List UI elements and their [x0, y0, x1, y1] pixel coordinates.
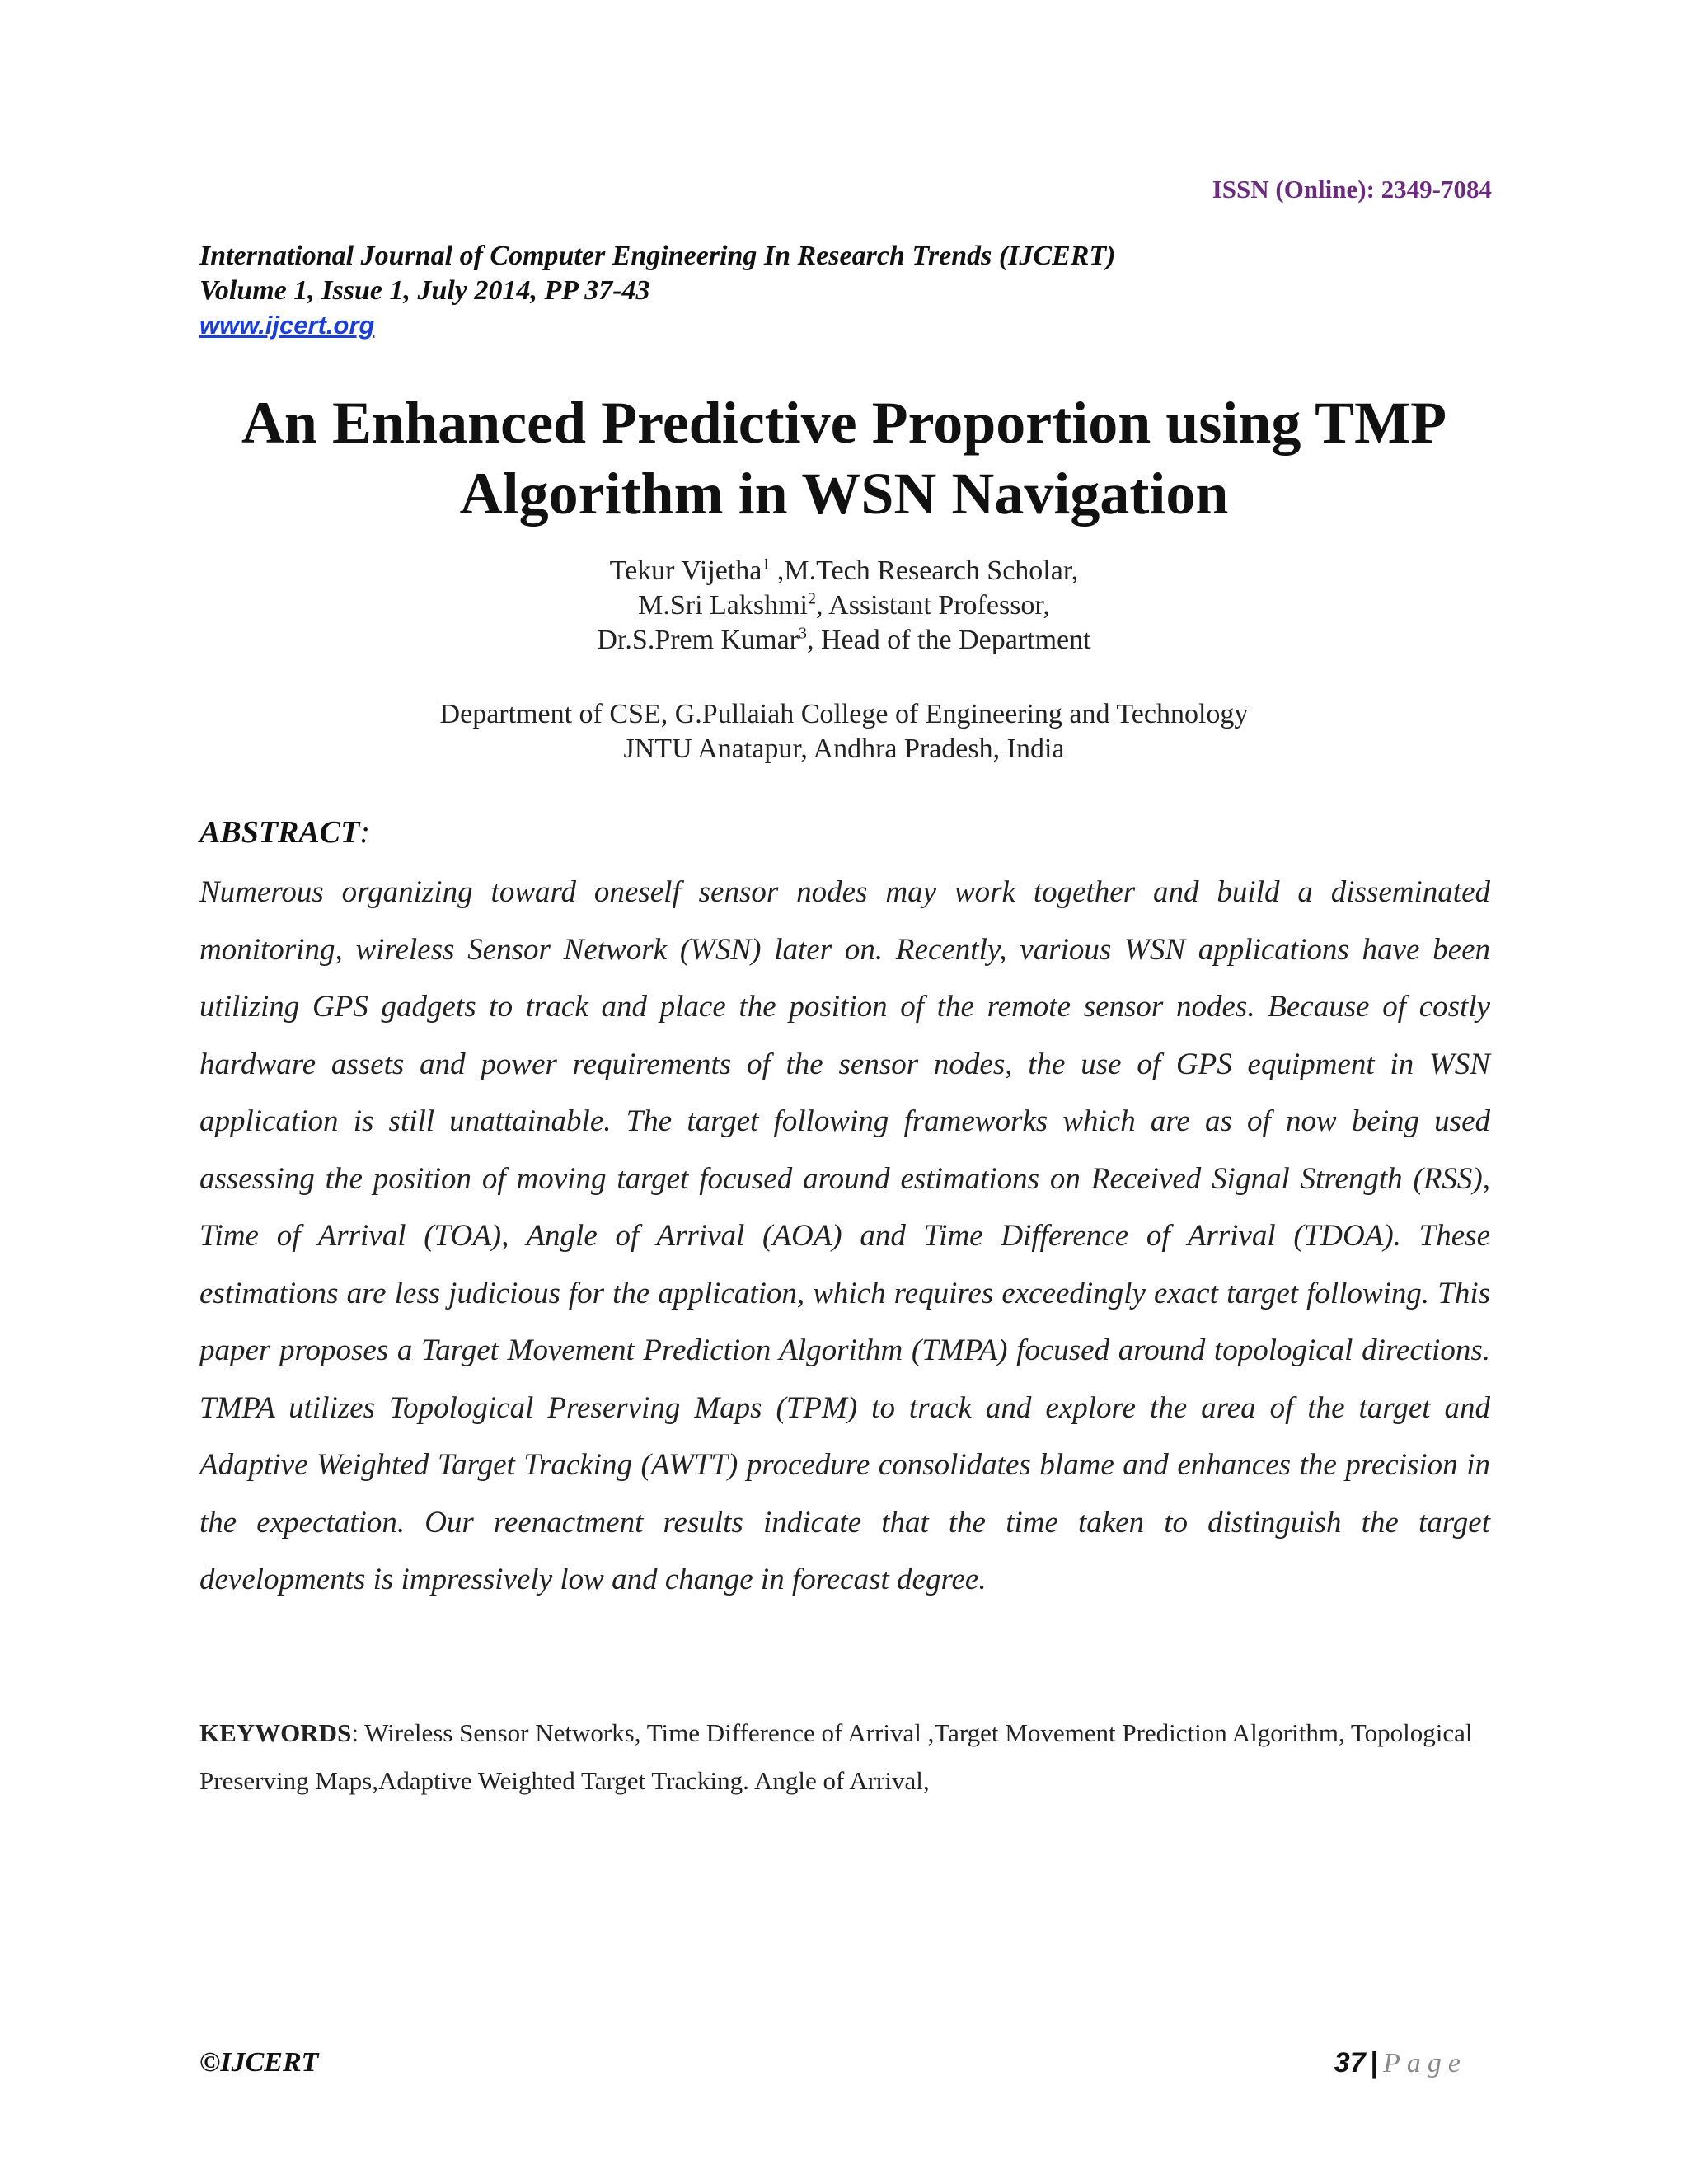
author-name: Dr.S.Prem Kumar	[597, 625, 799, 655]
keywords-label: KEYWORDS	[199, 1718, 352, 1747]
author-name: M.Sri Lakshmi	[638, 590, 809, 621]
author-superscript: 1	[762, 555, 771, 574]
author-list	[185, 554, 1503, 658]
volume-info: Volume 1, Issue 1, July 2014, PP 37-43	[199, 275, 650, 306]
page-separator: |	[1370, 2047, 1379, 2079]
author-name: Tekur Vijetha	[609, 555, 762, 586]
abstract-heading-label: ABSTRACT	[199, 815, 360, 850]
author-entry	[185, 588, 1503, 623]
keywords-section	[199, 1709, 1490, 1805]
affiliation-line-2: JNTU Anatapur, Andhra Pradesh, India	[623, 733, 1065, 764]
affiliation-line-1: Department of CSE, G.Pullaiah College of Engineering and Technology	[439, 699, 1249, 729]
author-entry	[185, 554, 1503, 588]
page-word: Page	[1383, 2048, 1467, 2079]
journal-header	[199, 239, 1502, 343]
abstract-heading-colon: :	[359, 815, 370, 850]
title-line-1: An Enhanced Predictive Proportion using TMP	[241, 390, 1447, 456]
paper-title	[165, 387, 1523, 529]
keywords-text: : Wireless Sensor Networks, Time Difference of Arrival ,Target Movement Prediction Algorithm, Topological Preserving Maps,Adaptive Weighted Target Tracking. Angle of Arrival,	[199, 1718, 1473, 1795]
footer-copyright: ©IJCERT	[199, 2047, 319, 2078]
author-role: ,M.Tech Research Scholar,	[770, 555, 1079, 586]
journal-name: International Journal of Computer Engineering In Research Trends (IJCERT)	[199, 241, 1116, 271]
footer-page-indicator	[1334, 2047, 1467, 2079]
author-entry	[185, 623, 1503, 658]
page-number: 37	[1334, 2047, 1366, 2079]
author-role: , Head of the Department	[807, 625, 1091, 655]
title-line-2: Algorithm in WSN Navigation	[459, 461, 1229, 527]
author-superscript: 3	[799, 624, 807, 643]
issn-label: ISSN (Online): 2349-7084	[1212, 175, 1492, 204]
affiliation	[185, 697, 1503, 766]
abstract-text: Numerous organizing toward oneself sensor nodes may work together and build a disseminated monitoring, wireless Sensor Network (WSN) later on. Recently, various WSN applications have been utilizing GPS gadgets to track and place the position of the remote sensor nodes. Because of costly hardware assets and power requirements of the sensor nodes, the use of GPS equipment in WSN application is still unattainable. The target following frameworks which are as of now being used assessing the position of moving target focused around estimations on Received Signal Strength (RSS), Time of Arrival (TOA), Angle of Arrival (AOA) and Time Difference of Arrival (TDOA). These estimations are less judicious for the application, which requires exceedingly exact target following. This paper proposes a Target Movement Prediction Algorithm (TMPA) focused around topological directions. TMPA utilizes Topological Preserving Maps (TPM) to track and explore the area of the target and Adaptive Weighted Target Tracking (AWTT) procedure consolidates blame and enhances the precision in the expectation. Our reenactment results indicate that the time taken to distinguish the target developments is impressively low and change in forecast degree.	[199, 875, 1490, 1596]
author-role: , Assistant Professor,	[816, 590, 1050, 621]
abstract-heading	[199, 814, 370, 851]
journal-website-link[interactable]: www.ijcert.org	[199, 311, 375, 340]
author-superscript: 2	[808, 589, 817, 608]
